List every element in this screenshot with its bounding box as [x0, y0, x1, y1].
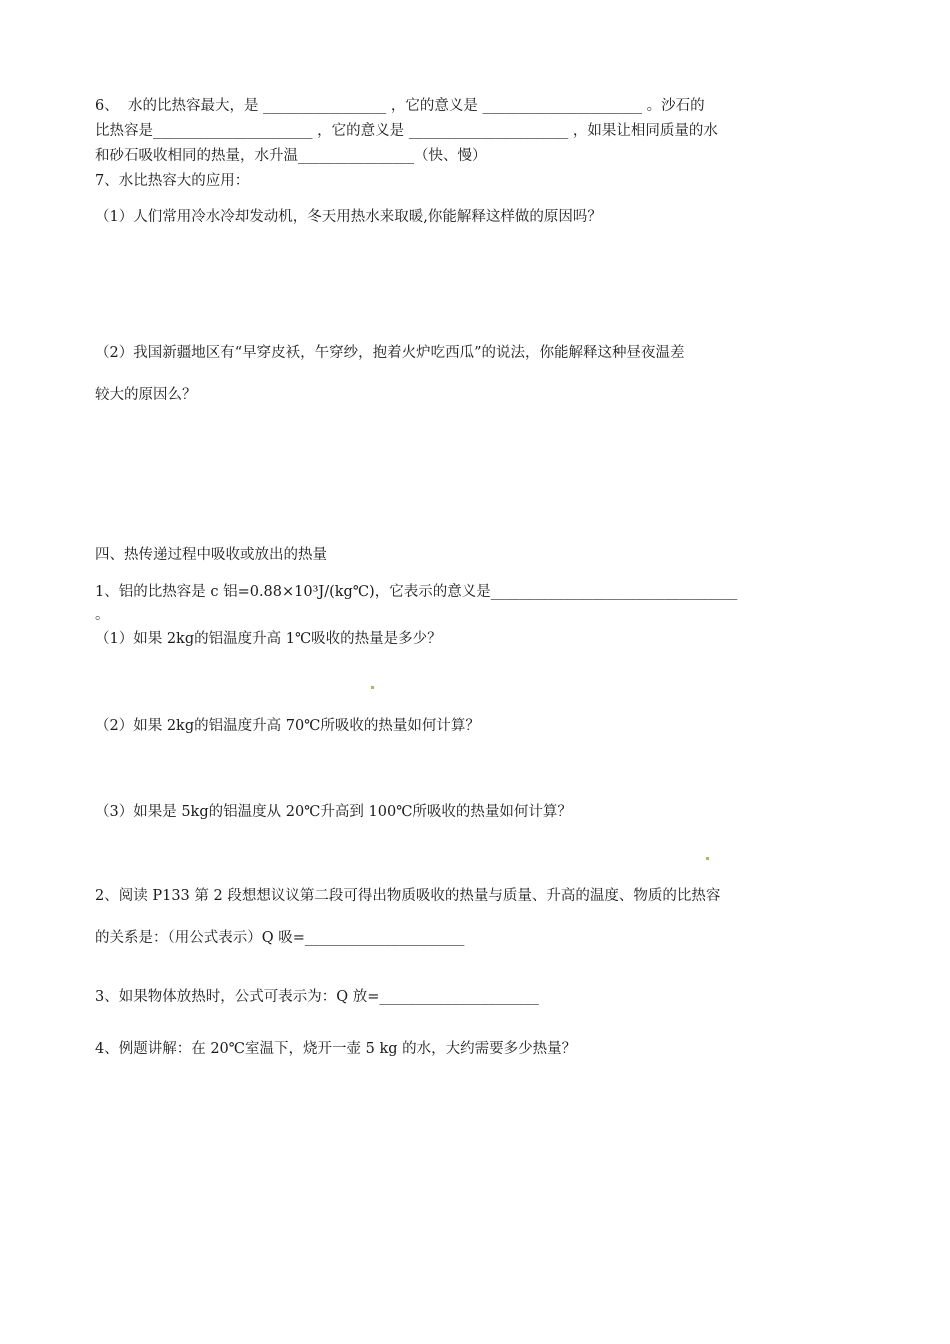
- s4-q1-line-1: 1、铝的比热容是 c 铝=0.88×10³J/(kg℃)，它表示的意义是__________________________________: [95, 584, 738, 600]
- section-4-heading: 四、热传递过程中吸收或放出的热量: [95, 547, 327, 563]
- s4-q1-sub-2: （2）如果 2kg的铝温度升高 70℃所吸收的热量如何计算？: [95, 718, 480, 734]
- q6-line-3: 和砂石吸收相同的热量，水升温________________（快、慢）: [95, 148, 487, 164]
- scan-speck: [371, 686, 374, 689]
- q7-sub-2-line-1: （2）我国新疆地区有“早穿皮袄，午穿纱，抱着火炉吃西瓜”的说法，你能解释这种昼夜温差: [95, 345, 685, 361]
- q7-sub-2-line-2: 较大的原因么？: [95, 387, 197, 403]
- s4-q3: 3、如果物体放热时，公式可表示为：Q 放=______________________: [95, 989, 539, 1005]
- s4-q1-line-2: 。: [95, 607, 110, 623]
- scan-speck: [706, 857, 709, 860]
- s4-q2-line-1: 2、阅读 P133 第 2 段想想议议第二段可得出物质吸收的热量与质量、升高的温度、物质的比热容: [95, 888, 721, 904]
- q7-title: 7、水比热容大的应用：: [95, 173, 250, 189]
- q6-line-1: 6、 水的比热容最大，是 _________________ ，它的意义是 ______________________ 。沙石的: [95, 98, 705, 114]
- q6-line-2: 比热容是______________________ ，它的意义是 ______________________ ，如果让相同质量的水: [95, 123, 718, 139]
- s4-q4: 4、例题讲解：在 20℃室温下，烧开一壶 5 kg 的水，大约需要多少热量？: [95, 1041, 577, 1057]
- s4-q2-line-2: 的关系是：（用公式表示）Q 吸=______________________: [95, 930, 465, 946]
- s4-q1-sub-3: （3）如果是 5kg的铝温度从 20℃升高到 100℃所吸收的热量如何计算？: [95, 804, 572, 820]
- q7-sub-1: （1）人们常用冷水冷却发动机，冬天用热水来取暖,你能解释这样做的原因吗？: [95, 209, 602, 225]
- s4-q1-sub-1: （1）如果 2kg的铝温度升高 1℃吸收的热量是多少？: [95, 631, 442, 647]
